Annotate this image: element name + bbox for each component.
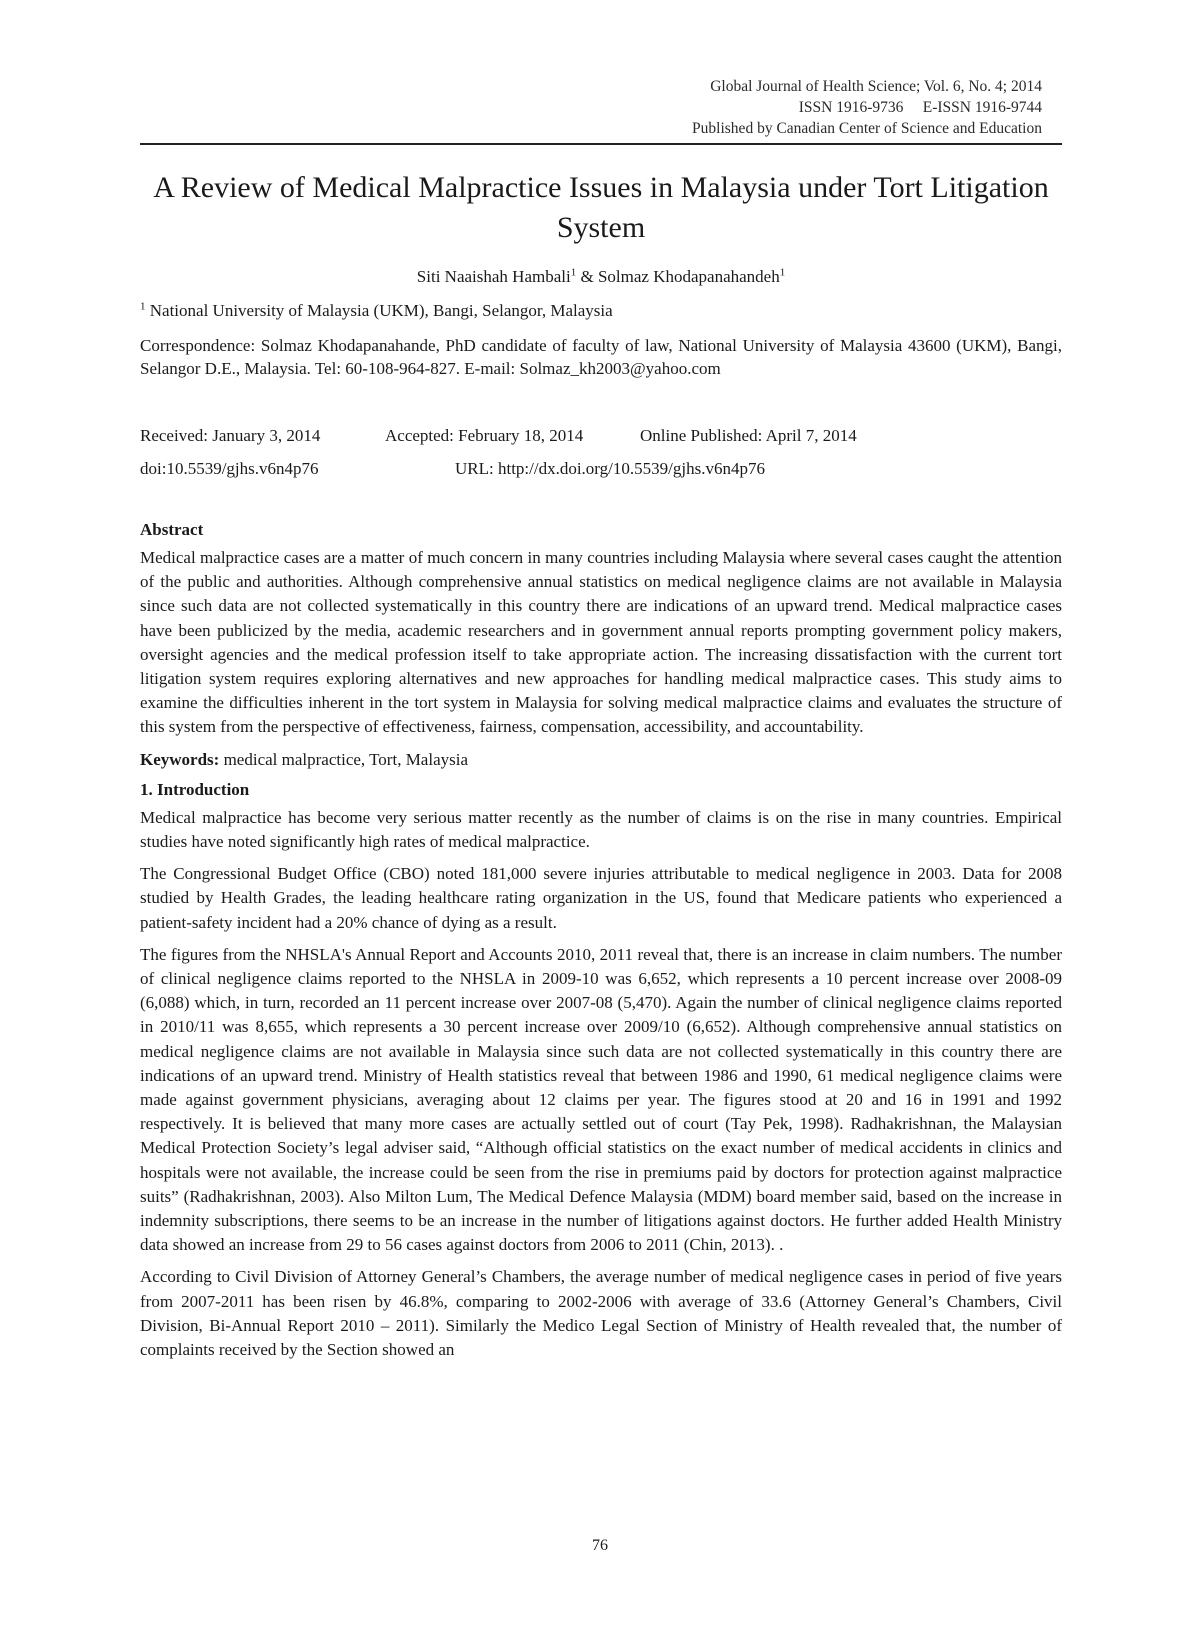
abstract-heading: Abstract [140,520,204,539]
doi-url[interactable]: URL: http://dx.doi.org/10.5539/gjhs.v6n4p76 [455,459,765,478]
correspondence: Correspondence: Solmaz Khodapanahande, PhD candidate of faculty of law, National University of Malaysia 43600 (UKM), Bangi, Selangor D.E., Malaysia. Tel: 60-108-964-827. E-mail: Solmaz_kh2003@yahoo.com [140,336,1062,378]
affiliation-text: National University of Malaysia (UKM), Bangi, Selangor, Malaysia [145,301,613,320]
keywords-text: medical malpractice, Tort, Malaysia [219,749,469,769]
accepted-date: Accepted: February 18, 2014 [385,426,584,445]
intro-paragraph-1: Medical malpractice has become very serious matter recently as the number of claims is on the rise in many countries. Empirical studies have noted significantly high rates of medical malpractice. [140,807,1062,852]
author-2: Solmaz Khodapanahandeh [597,267,780,286]
author-2-affil-mark: 1 [779,266,786,279]
intro-paragraph-2: The Congressional Budget Office (CBO) noted 181,000 severe injuries attributable to medical negligence in 2003. Data for 2008 studied by Health Grades, the leading healthcare rating organization in the US, found that Medicare patients who experienced a patient-safety incident had a 20% chance of dying as a result. [140,864,1062,932]
paper-title: A Review of Medical Malpractice Issues in Malaysia under Tort Litigation System [153,171,1049,244]
journal-header [692,76,1042,139]
intro-paragraph-4: According to Civil Division of Attorney General’s Chambers, the average number of medical negligence cases in period of five years from 2007-2011 has been risen by 46.8%, comparing to 2002-2006 with average of 33.6 (Attorney General’s Chambers, Civil Division, Bi-Annual Report 2010 – 2011). Similarly the Medico Legal Section of Ministry of Health revealed that, the number of complaints received by the Section showed an [140,1267,1062,1360]
affiliation-mark: 1 [140,300,146,313]
journal-publisher: Published by Canadian Center of Science and Education [692,120,1042,137]
keywords [140,748,1062,772]
journal-citation: Global Journal of Health Science; Vol. 6, No. 4; 2014 [710,78,1042,95]
intro-paragraph-3: The figures from the NHSLA's Annual Report and Accounts 2010, 2011 reveal that, there is an increase in claim numbers. The number of clinical negligence claims reported to the NHSLA in 2009-10 was 6,652, which represents a 10 percent increase over 2008-09 (6,088) which, in turn, recorded an 11 percent increase over 2007-08 (5,470). Again the number of clinical negligence claims reported in 2010/11 was 8,655, which represents a 30 percent increase over 2009/10 (6,652). Although comprehensive annual statistics on medical negligence claims are not available in Malaysia since such data are not collected systematically in this country there are indications of an upward trend. Ministry of Health statistics reveal that between 1986 and 1990, 61 medical negligence claims were made against government physicians, averaging about 12 claims per year. The figures stood at 20 and 16 in 1991 and 1992 respectively. It is believed that many more cases are actually settled out of court (Tay Pek, 1998). Radhakrishnan, the Malaysian Medical Protection Society’s legal adviser said, “Although official statistics on the exact number of medical accidents in clinics and hospitals were not available, the increase could be seen from the rise in premiums paid by doctors for protection against malpractice suits” (Radhakrishnan, 2003). Also Milton Lum, The Medical Defence Malaysia (MDM) board member said, based on the increase in indemnity subscriptions, there seems to be an increase in the number of litigations against doctors. He further added Health Ministry data showed an increase from 29 to 56 cases against doctors from 2006 to 2011 (Chin, 2013). . [140,944,1062,1255]
journal-issn: ISSN 1916-9736 E-ISSN 1916-9744 [798,99,1042,116]
received-date: Received: January 3, 2014 [140,426,321,445]
header-rule [140,143,1062,145]
published-date: Online Published: April 7, 2014 [640,426,857,445]
author-line [140,266,1062,288]
page-number: 76 [592,1537,608,1554]
affiliation [140,300,1062,322]
author-1: Siti Naaishah Hambali [416,267,571,286]
abstract-text: Medical malpractice cases are a matter of much concern in many countries including Malaysia where several cases caught the attention of the public and authorities. Although comprehensive annual statistics on medical negligence claims are not available in Malaysia since such data are not collected systematically in this country there are indications of an upward trend. Medical malpractice cases have been publicized by the media, academic researchers and in government annual reports prompting government policy makers, oversight agencies and the medical profession itself to take appropriate action. The increasing dissatisfaction with the current tort litigation system requires exploring alternatives and new approaches for handling medical malpractice cases. This study aims to examine the difficulties inherent in the tort system in Malaysia for solving medical malpractice claims and evaluates the structure of this system from the perspective of effectiveness, fairness, compensation, accessibility, and accountability. [140,548,1062,737]
article-body [140,518,1062,1370]
author-1-affil-mark: 1 [570,266,577,279]
doi: doi:10.5539/gjhs.v6n4p76 [140,459,319,478]
author-separator: & [576,267,598,286]
introduction-heading: 1. Introduction [140,779,250,799]
keywords-label: Keywords: [140,749,220,769]
